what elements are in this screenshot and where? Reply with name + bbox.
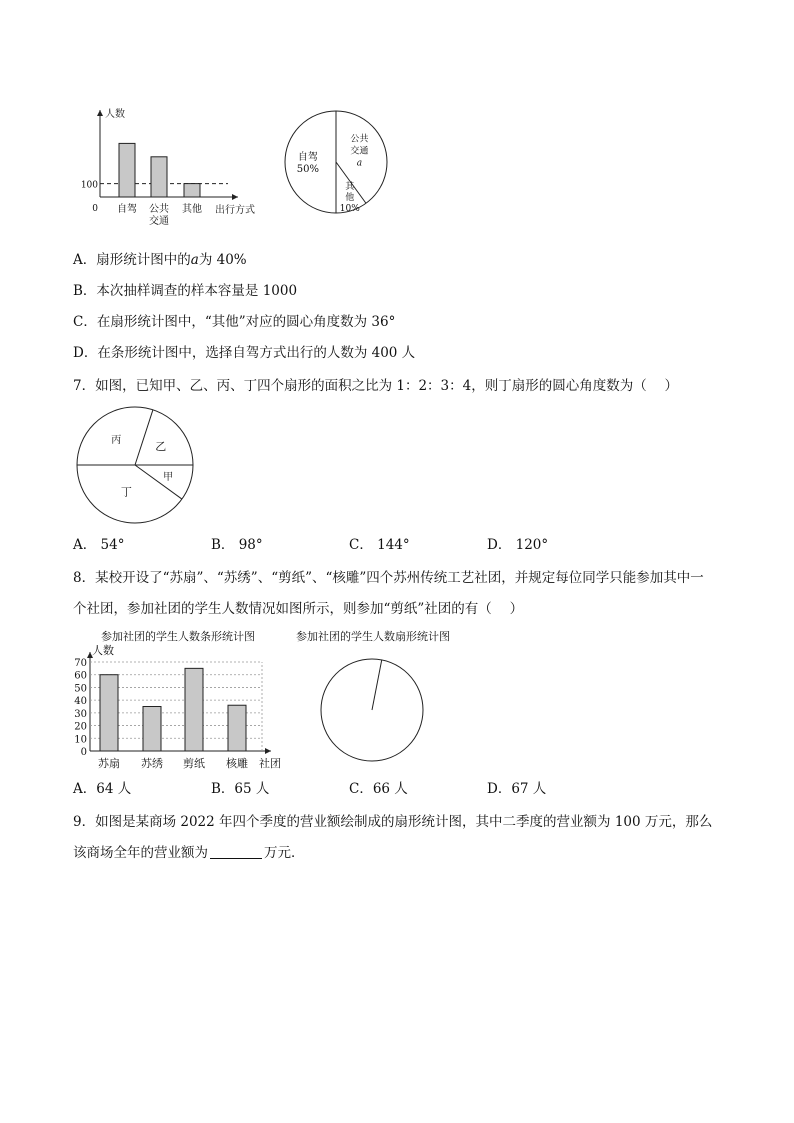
pie-slice-label: 自驾 [297,152,318,163]
q8-option-a[interactable]: A．64 人 [73,781,132,797]
x-tick-label: 苏绣 [141,757,163,770]
pie-slice-label: 公共 [350,134,369,145]
x-tick-label: 其他 [182,204,202,215]
pie-slice-label: 丁 [120,485,132,499]
q7-stem: 7．如图，已知甲、乙、丙、丁四个扇形的面积之比为 1：2：3：4，则丁扇形的圆心角度数为（ ） [73,378,679,394]
pie-slice-label: 丙 [111,435,122,447]
q8-pie-chart-title: 参加社团的学生人数扇形统计图 [296,630,450,643]
pie-slice-label: 乙 [155,440,167,454]
y-tick-label: 0 [80,747,87,758]
q8-stem-line-2: 个社团，参加社团的学生人数情况如图所示，则参加“剪纸”社团的有（ ） [73,601,524,617]
y-axis-label: 人数 [105,109,125,120]
pie-slice-label: 其 [345,182,355,192]
pie-slice-label: 50% [296,164,320,175]
q9-stem-line-1: 9．如图是某商场 2022 年四个季度的营业额绘制成的扇形统计图，其中二季度的营业额为 100 万元，那么 [73,814,713,830]
q7-option-c[interactable]: C． 144° [349,537,410,553]
q9-stem-line-2: 该商场全年的营业额为 万元． [73,845,305,861]
origin-label: 0 [92,204,98,214]
q8-pie-chart [316,654,428,766]
x-tick-label: 公共 [149,204,169,215]
y-tick-label: 10 [74,734,87,746]
y-tick-label: 60 [74,670,87,682]
q6-bar-chart [80,100,260,235]
bar [184,184,200,197]
q8-stem-line-1: 8．某校开设了“苏扇”、“苏绣”、“剪纸”、“核雕”四个苏州传统工艺社团，并规定每位同学只能参加其中一 [73,570,704,586]
x-tick-label: 交通 [149,216,169,227]
x-tick-label: 剪纸 [183,757,205,770]
y-tick-label: 20 [74,721,87,733]
pie-slice-label: 甲 [163,471,174,483]
pie-slice-label: 交通 [350,146,369,157]
bar [228,705,246,751]
y-axis-arrow [97,110,103,116]
x-tick-label: 核雕 [226,757,248,770]
answer-blank[interactable] [210,844,262,859]
q8-option-d[interactable]: D．67 人 [487,781,547,797]
x-axis-arrow [232,194,238,200]
q6-option-b[interactable]: B．本次抽样调查的样本容量是 1000 [73,283,298,299]
y-axis-label: 人数 [92,644,114,657]
bar [151,157,167,197]
q8-bar-chart-title: 参加社团的学生人数条形统计图 [101,630,255,643]
y-tick-label: 50 [74,683,87,695]
variable-a: a [190,252,199,268]
q7-pie-chart [74,404,196,526]
x-tick-label: 自驾 [117,204,137,215]
q6-pie-chart [280,106,392,218]
pie-slice-label: 他 [345,193,355,203]
q6-option-c[interactable]: C．在扇形统计图中，“其他”对应的圆心角度数为 36° [73,314,396,330]
q7-option-a[interactable]: A． 54° [73,537,125,553]
q6-option-d[interactable]: D．在条形统计图中，选择自驾方式出行的人数为 400 人 [73,345,416,361]
x-tick-label: 苏扇 [98,757,120,770]
y-tick-label: 40 [74,696,87,708]
pie-slice-label: a [356,158,363,169]
x-axis-label: 社团 [259,757,281,770]
q8-bar-chart [64,642,286,774]
y-tick-label: 100 [80,180,98,191]
pie-slice-label: 10% [339,204,360,214]
q7-option-b[interactable]: B． 98° [211,537,263,553]
bar [143,707,161,752]
y-tick-label: 70 [74,658,87,669]
bar [100,675,118,751]
q8-option-c[interactable]: C．66 人 [349,781,408,797]
q8-option-b[interactable]: B．65 人 [211,781,270,797]
x-axis-label: 出行方式 [215,205,255,216]
x-axis-arrow [265,748,271,754]
y-tick-label: 30 [74,708,87,720]
bar [119,143,135,197]
q6-option-a[interactable]: A．扇形统计图中的a为 40% [73,252,247,268]
bar [185,668,203,751]
q7-option-d[interactable]: D． 120° [487,537,549,553]
